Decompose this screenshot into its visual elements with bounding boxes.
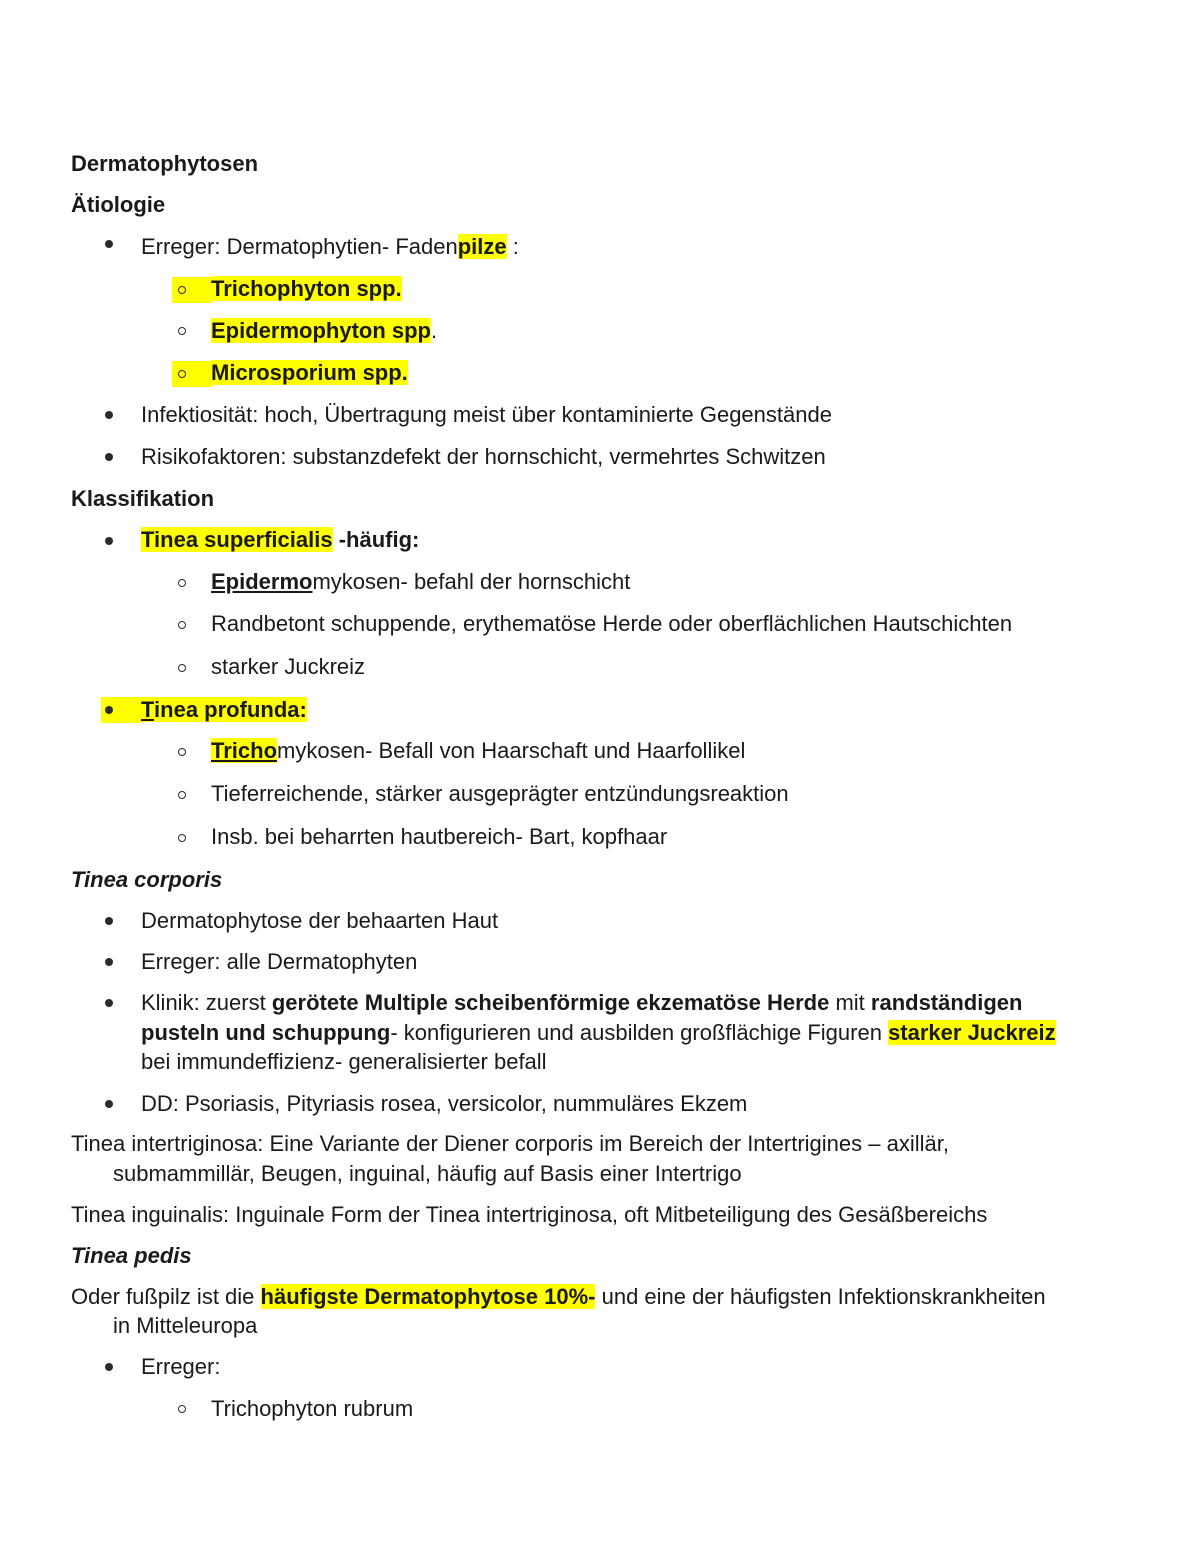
bold-text: gerötete Multiple scheibenförmige ekzematöse Herde <box>271 990 830 1015</box>
bullet-dot <box>105 537 113 545</box>
bold-text: pusteln und schuppung <box>141 1020 391 1045</box>
bullet-dot <box>105 958 113 966</box>
highlight-superficialis: Tinea superficialis <box>141 527 333 552</box>
list-item-trichomykosen <box>211 738 745 764</box>
list-item-risikofaktoren: Risikofaktoren: substanzdefekt der hornschicht, vermehrtes Schwitzen <box>141 444 826 469</box>
list-item-epidermophyton <box>211 318 437 344</box>
list-item-klinik-line2 <box>141 1020 1056 1046</box>
bullet-dot <box>105 240 113 248</box>
text: Erreger: Dermatophytien- Faden <box>141 234 458 259</box>
bullet-circle <box>178 664 186 672</box>
list-item-juckreiz: starker Juckreiz <box>211 654 366 679</box>
bullet-dot <box>105 453 113 461</box>
list-item-erreger-pedis: Erreger: <box>141 1354 221 1379</box>
text: mit <box>829 990 871 1015</box>
paragraph-pedis-line2: in Mitteleuropa <box>113 1313 258 1338</box>
list-item-randbetont: Randbetont schuppende, erythematöse Herde oder oberflächlichen Hautschichten <box>211 611 1013 636</box>
paragraph-intertriginosa: Tinea intertriginosa: Eine Variante der Diener corporis im Bereich der Intertrigines – axillär, <box>71 1131 949 1156</box>
bullet-circle <box>178 834 186 842</box>
text: und eine der häufigsten Infektionskrankheiten <box>595 1284 1046 1309</box>
bullet-circle <box>178 327 186 335</box>
heading-klassifikation: Klassifikation <box>71 486 215 511</box>
highlight-species: Microsporium spp. <box>211 360 408 385</box>
heading-aetiologie: Ätiologie <box>71 192 166 217</box>
highlight-tricho: Tricho <box>211 738 278 763</box>
bullet-dot <box>105 411 113 419</box>
list-item-trichophyton <box>211 276 402 302</box>
text: - konfigurieren und ausbilden großflächige Figuren <box>390 1020 889 1045</box>
bullet-circle <box>178 748 186 756</box>
list-item-klinik <box>141 990 1022 1016</box>
list-item-erreger <box>141 234 519 260</box>
bold-text: randständigen <box>870 990 1023 1015</box>
underlined-letter: T <box>141 697 155 722</box>
highlight-species: Trichophyton spp. <box>211 276 402 301</box>
list-item-infektiositaet: Infektiosität: hoch, Übertragung meist über kontaminierte Gegenstände <box>141 402 832 427</box>
bullet-circle <box>178 621 186 629</box>
heading-pedis: Tinea pedis <box>71 1243 192 1268</box>
highlight-profunda: inea profunda: <box>154 697 307 722</box>
list-item-superficialis <box>141 527 419 553</box>
highlight-pilze: pilze <box>457 234 507 259</box>
bullet-dot <box>105 706 113 714</box>
paragraph-inguinalis: Tinea inguinalis: Inguinale Form der Tinea intertriginosa, oft Mitbeteiligung des Gesäßbereichs <box>71 1202 988 1227</box>
paragraph-pedis <box>71 1284 1046 1310</box>
text: mykosen- Befall von Haarschaft und Haarfollikel <box>277 738 746 763</box>
list-item-klinik-line3: bei immundeffizienz- generalisierter befall <box>141 1049 547 1074</box>
bullet-circle <box>178 286 186 294</box>
text: Klinik: zuerst <box>141 990 272 1015</box>
text: mykosen- befahl der hornschicht <box>312 569 631 594</box>
bullet-dot <box>105 917 113 925</box>
bullet-dot <box>105 1100 113 1108</box>
bold-prefix: Epidermo <box>211 569 313 594</box>
highlight-haeufigste: häufigste Dermatophytose 10%- <box>260 1284 596 1309</box>
bullet-dot <box>105 1363 113 1371</box>
list-item-dd: DD: Psoriasis, Pityriasis rosea, versicolor, nummuläres Ekzem <box>141 1091 748 1116</box>
bullet-dot <box>105 999 113 1007</box>
list-item-profunda <box>141 697 307 723</box>
list-item-insb: Insb. bei beharrten hautbereich- Bart, kopfhaar <box>211 824 668 849</box>
heading-corporis: Tinea corporis <box>71 867 223 892</box>
list-item-microsporium <box>211 360 408 386</box>
paragraph-intertriginosa-line2: submammillär, Beugen, inguinal, häufig auf Basis einer Intertrigo <box>113 1161 742 1186</box>
highlight-juckreiz: starker Juckreiz <box>888 1020 1056 1045</box>
bullet-circle <box>178 1405 186 1413</box>
list-item-epidermomykosen <box>211 569 630 595</box>
text: Oder fußpilz ist die <box>71 1284 261 1309</box>
list-item-trichophyton-rubrum: Trichophyton rubrum <box>211 1396 414 1421</box>
list-item-alle-dermatophyten: Erreger: alle Dermatophyten <box>141 949 418 974</box>
list-item-behaarten: Dermatophytose der behaarten Haut <box>141 908 499 933</box>
text: . <box>431 318 438 343</box>
list-item-tieferreichende: Tieferreichende, stärker ausgeprägter entzündungsreaktion <box>211 781 789 806</box>
highlight-species: Epidermophyton spp <box>211 318 431 343</box>
bullet-circle <box>178 579 186 587</box>
bullet-circle <box>178 370 186 378</box>
text: : <box>506 234 519 259</box>
document-title: Dermatophytosen <box>71 151 259 176</box>
text: -häufig: <box>332 527 420 552</box>
bullet-circle <box>178 791 186 799</box>
